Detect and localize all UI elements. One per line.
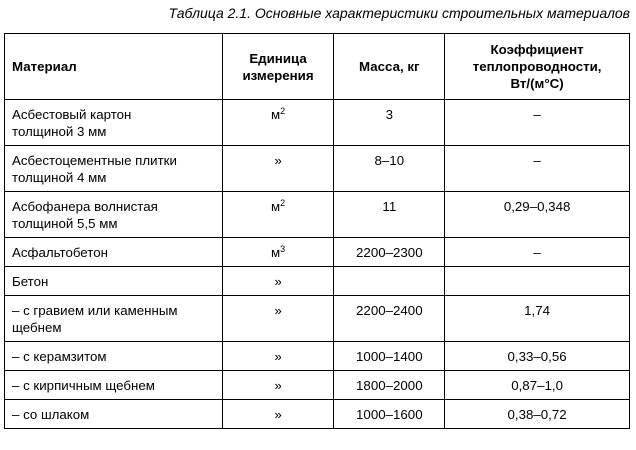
cell-unit: »: [222, 342, 334, 371]
cell-unit: »: [222, 400, 334, 429]
cell-mass: 11: [334, 192, 445, 238]
cell-mass: 8–10: [334, 146, 445, 192]
cell-unit: »: [222, 267, 334, 296]
cell-conductivity: –: [445, 146, 630, 192]
cell-mass: 1000–1600: [334, 400, 445, 429]
cell-material: Бетон: [5, 267, 223, 296]
cell-unit: »: [222, 296, 334, 342]
cell-material: Асфальтобетон: [5, 238, 223, 267]
cell-material: – с кирпичным щебнем: [5, 371, 223, 400]
cell-mass: 2200–2300: [334, 238, 445, 267]
cell-conductivity: [445, 267, 630, 296]
table-row: [5, 192, 630, 238]
table-caption: Таблица 2.1. Основные характеристики строительных материалов: [168, 5, 630, 21]
cell-material: Асбофанера волнистая толщиной 5,5 мм: [5, 192, 223, 238]
header-material: Материал: [5, 34, 223, 100]
header-unit: Единица измерения: [222, 34, 334, 100]
header-mass: Масса, кг: [334, 34, 445, 100]
header-conductivity: Коэффициент теплопроводности, Вт/(м°С): [445, 34, 630, 100]
cell-material: – с керамзитом: [5, 342, 223, 371]
cell-conductivity: 0,33–0,56: [445, 342, 630, 371]
table-row: [5, 267, 630, 296]
cell-conductivity: –: [445, 100, 630, 146]
table-row: [5, 371, 630, 400]
cell-mass: 1000–1400: [334, 342, 445, 371]
table-row: [5, 146, 630, 192]
materials-table: [4, 33, 630, 429]
cell-conductivity: 0,38–0,72: [445, 400, 630, 429]
table-row: [5, 238, 630, 267]
cell-mass: 2200–2400: [334, 296, 445, 342]
cell-conductivity: 0,87–1,0: [445, 371, 630, 400]
table-row: [5, 400, 630, 429]
cell-material: – с гравием или каменным щебнем: [5, 296, 223, 342]
cell-unit: $м^2$: [222, 192, 334, 238]
table-row: [5, 296, 630, 342]
cell-mass: 3: [334, 100, 445, 146]
table-row: [5, 342, 630, 371]
cell-unit: $м^2$: [222, 100, 334, 146]
cell-material: Асбестоцементные плитки толщиной 4 мм: [5, 146, 223, 192]
cell-unit: »: [222, 371, 334, 400]
cell-mass: 1800–2000: [334, 371, 445, 400]
cell-material: Асбестовый картон толщиной 3 мм: [5, 100, 223, 146]
cell-material: – со шлаком: [5, 400, 223, 429]
cell-conductivity: 1,74: [445, 296, 630, 342]
cell-conductivity: –: [445, 238, 630, 267]
table-header-row: [5, 34, 630, 100]
cell-mass: [334, 267, 445, 296]
cell-unit: »: [222, 146, 334, 192]
table-row: [5, 100, 630, 146]
cell-conductivity: 0,29–0,348: [445, 192, 630, 238]
cell-unit: $м^3$: [222, 238, 334, 267]
